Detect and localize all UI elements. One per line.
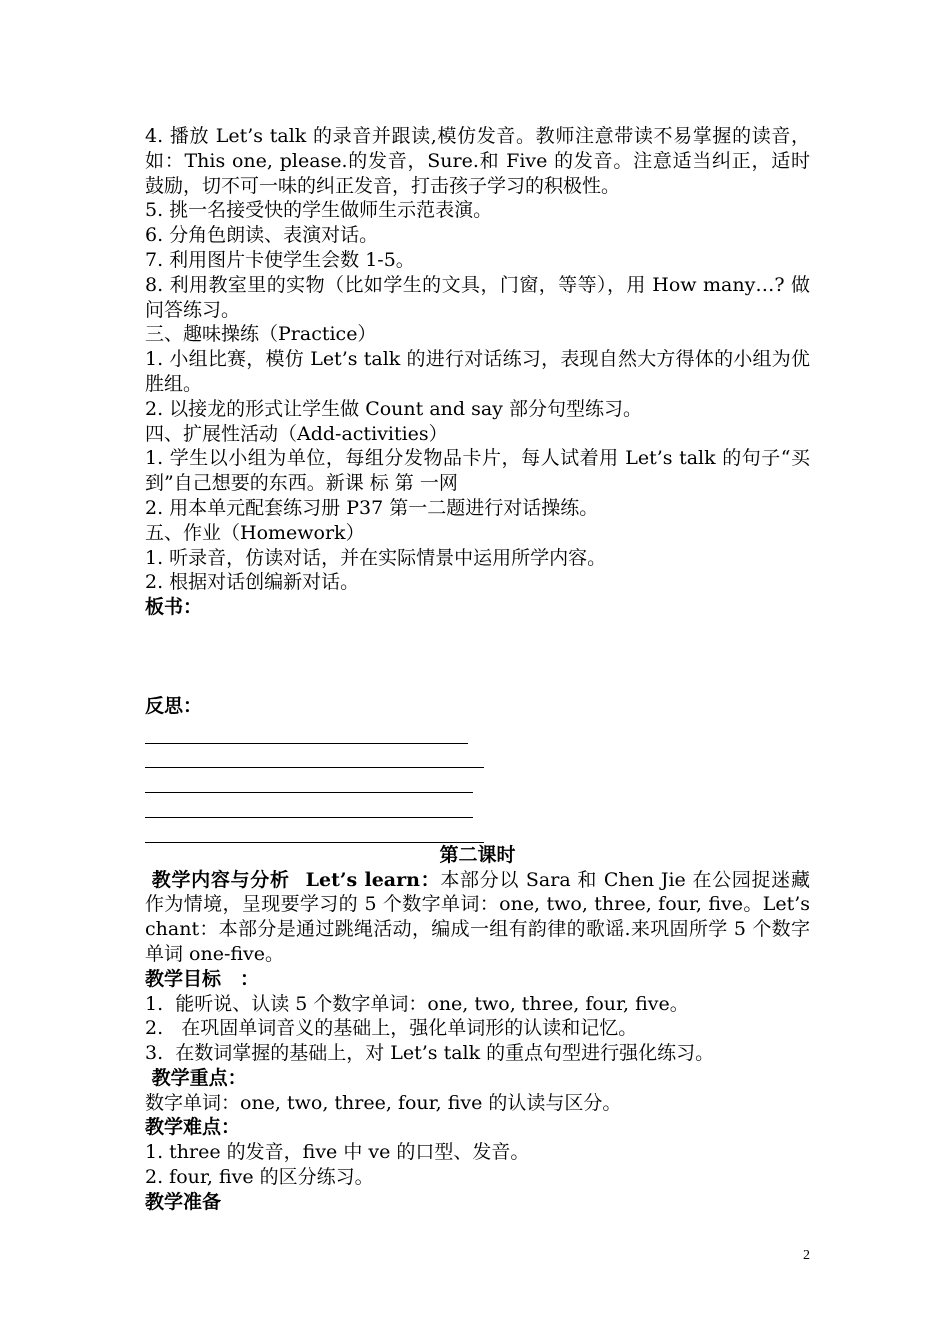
reflection-line-4 [145,793,473,818]
step-6: 6. 分角色朗读、表演对话。 [145,224,379,247]
key-points-heading [145,1066,810,1091]
lesson-2-title: 第二课时 [439,843,516,866]
activity-item-2: 2. 用本单元配套练习册 P37 第一二题进行对话操练。 [145,496,599,519]
reflection-line-5 [145,818,484,843]
activity-item-1: 1. 学生以小组为单位，每组分发物品卡片，每人试着用 Let’s talk 的句子“买到”自己想要的东西。新课 标 第 一网 [145,447,810,495]
goal-1: 1. 能听说、认读 5 个数字单词：one, two, three, four, five。 [145,992,689,1015]
preparation-heading: 教学准备 [145,1190,222,1213]
section-activities-heading: 四、扩展性活动（Add-activities） [145,422,448,445]
reflection-line-1 [145,719,468,744]
practice-item-2: 2. 以接龙的形式让学生做 Count and say 部分句型练习。 [145,397,642,420]
difficulty-1: 1. three 的发音，five 中 ve 的口型、发音。 [145,1141,530,1164]
board-label: 板书： [145,596,203,619]
goals-heading: 教学目标 ： [145,967,260,990]
lesson-2-content-analysis [145,868,810,967]
section-homework-heading: 五、作业（Homework） [145,521,365,544]
step-4: 4. 播放 Let’s talk 的录音并跟读,模仿发音。教师注意带读不易掌握的读音，如：This one, please.的发音，Sure.和 Five 的发音。注意适当纠正，适时鼓励，切不可一味的纠正发音，打击孩子学习的积极性。 [145,125,810,197]
page-body [145,124,810,1215]
homework-item-2: 2. 根据对话创编新对话。 [145,571,360,594]
key-points-text: 数字单词：one, two, three, four, five 的认读与区分。 [145,1091,622,1114]
difficulties-heading: 教学难点： [145,1116,241,1139]
step-5: 5. 挑一名接受快的学生做师生示范表演。 [145,199,493,222]
reflection-label: 反思： [145,694,203,717]
lets-learn-label: Let’s learn： [305,868,441,891]
homework-item-1: 1. 听录音，仿读对话，并在实际情景中运用所学内容。 [145,546,607,569]
reflection-line-3 [145,768,473,793]
goal-3: 3. 在数词掌握的基础上，对 Let’s talk 的重点句型进行强化练习。 [145,1042,715,1065]
page-number: 2 [803,1248,810,1263]
content-analysis-label: 教学内容与分析 [151,868,290,891]
key-points-label: 教学重点： [151,1066,247,1089]
step-8: 8. 利用教室里的实物（比如学生的文具，门窗，等等），用 How many…? 做问答练习。 [145,273,810,321]
difficulty-2: 2. four, five 的区分练习。 [145,1166,374,1189]
section-practice-heading: 三、趣味操练（Practice） [145,323,377,346]
practice-item-1: 1. 小组比赛，模仿 Let’s talk 的进行对话练习，表现自然大方得体的小组为优胜组。 [145,348,810,395]
content-analysis-text: 本部分以 Sara 和 Chen Jie 在公园捉迷藏作为情境，呈现要学习的 5 个数字单词：one, two, three, four, five。Let’s chant：本部分是通过跳绳活动，编成一组有韵律的歌谣.来巩固所学 5 个数字单词 one-five。 [145,868,810,965]
goal-2: 2. 在巩固单词音义的基础上，强化单词形的认读和记忆。 [145,1017,638,1040]
reflection-line-2 [145,744,484,769]
step-7: 7. 利用图片卡使学生会数 1-5。 [145,248,415,271]
board-blank-space [145,620,810,694]
